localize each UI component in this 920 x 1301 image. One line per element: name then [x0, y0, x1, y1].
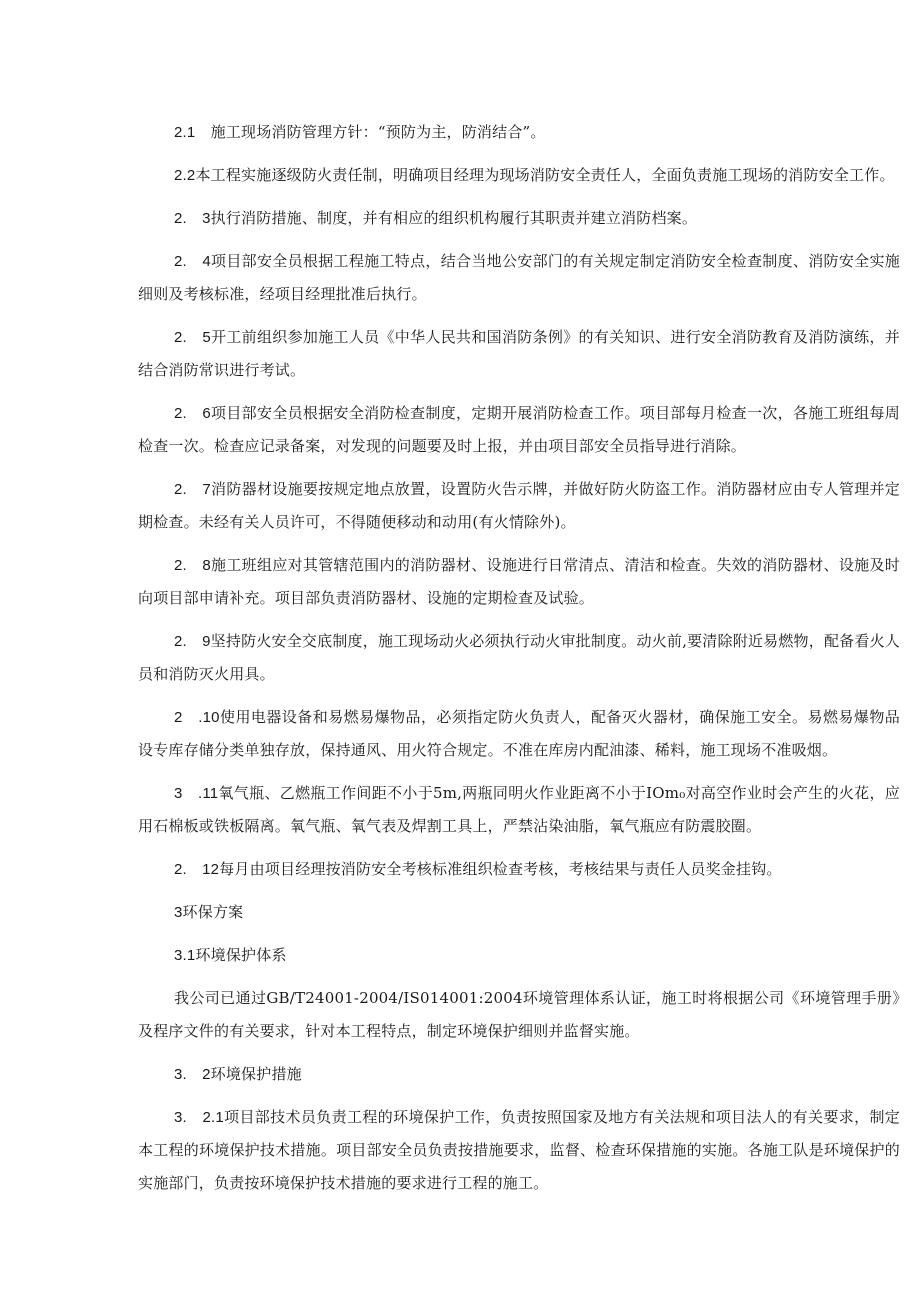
section-number: 2.2 — [174, 167, 196, 184]
paragraph — [138, 1101, 900, 1200]
section-number: 3. 2 — [174, 1066, 211, 1083]
section-number: 2. 3 — [174, 210, 211, 227]
section-number: 2. 12 — [174, 861, 220, 878]
paragraph-text: 项目部技术员负责工程的环境保护工作，负责按照国家及地方有关法规和项目法人的有关要求，制定本工程的环境保护技术措施。项目部安全员负责按措施要求，监督、检查环保措施的实施。各施工队是环境保护的实施部门，负责按环境保护技术措施的要求进行工程的施工。 — [138, 1108, 901, 1192]
paragraph — [138, 982, 900, 1048]
paragraph-text: 项目部安全员根据工程施工特点，结合当地公安部门的有关规定制定消防安全检查制度、消防安全实施细则及考核标准，经项目经理批准后执行。 — [138, 252, 900, 303]
paragraph — [138, 473, 900, 539]
paragraph-text: 每月由项目经理按消防安全考核标准组织检查考核，考核结果与责任人员奖金挂钩。 — [219, 860, 782, 878]
section-number: 3. 2.1 — [174, 1109, 224, 1126]
paragraph — [138, 245, 900, 311]
section-number: 2. 8 — [174, 557, 211, 574]
paragraph-text: 环保方案 — [182, 903, 244, 921]
paragraph-text: 坚持防火安全交底制度，施工现场动火必须执行动火审批制度。动火前,要清除附近易燃物，配备看火人员和消防灭火用具。 — [138, 632, 900, 683]
section-number: 3 — [174, 904, 183, 921]
paragraph — [138, 853, 900, 886]
section-number: 2.1 — [174, 124, 196, 141]
paragraph-text: 消防器材设施要按规定地点放置，设置防火告示牌，并做好防火防盗工作。消防器材应由专人管理并定期检查。未经有关人员许可，不得随便移动和动用(有火情除外)。 — [138, 480, 900, 531]
section-number: 3 .11 — [174, 785, 219, 802]
paragraph-text: 执行消防措施、制度，并有相应的组织机构履行其职责并建立消防档案。 — [210, 209, 698, 227]
paragraph — [138, 896, 900, 929]
section-number: 3.1 — [174, 947, 196, 964]
paragraph-text: 开工前组织参加施工人员《中华人民共和国消防条例》的有关知识、进行安全消防教育及消防演练，并结合消防常识进行考试。 — [138, 328, 900, 379]
paragraph — [138, 549, 900, 615]
document-body — [138, 116, 900, 1210]
paragraph — [138, 397, 900, 463]
section-number: 2. 7 — [174, 481, 211, 498]
paragraph — [138, 701, 900, 767]
paragraph — [138, 321, 900, 387]
paragraph — [138, 939, 900, 972]
paragraph — [138, 625, 900, 691]
paragraph-text: 项目部安全员根据安全消防检查制度，定期开展消防检查工作。项目部每月检查一次，各施工班组每周检查一次。检查应记录备案，对发现的问题要及时上报，并由项目部安全员指导进行消除。 — [138, 404, 900, 455]
paragraph-text: 我公司已通过GB/T24001-2004/IS014001:2004环境管理体系认证，施工时将根据公司《环境管理手册》及程序文件的有关要求，针对本工程特点，制定环境保护细则并监督实施。 — [138, 989, 900, 1040]
paragraph — [138, 777, 900, 843]
paragraph-text: 氧气瓶、乙燃瓶工作间距不小于5m,两瓶同明火作业距离不小于IOm₀对高空作业时会产生的火花，应用石棉板或铁板隔离。氧气瓶、氧气表及焊割工具上，严禁沾染油脂，氧气瓶应有防震胶圈。 — [138, 784, 900, 835]
paragraph — [138, 202, 900, 235]
section-number: 2. 5 — [174, 329, 211, 346]
section-number: 2. 4 — [174, 253, 211, 270]
paragraph-text: 施工班组应对其管辖范围内的消防器材、设施进行日常清点、清洁和检查。失效的消防器材、设施及时向项目部申请补充。项目部负责消防器材、设施的定期检查及试验。 — [138, 556, 900, 607]
section-number: 2. 9 — [174, 633, 211, 650]
paragraph-text: 环境保护措施 — [210, 1065, 302, 1083]
paragraph — [138, 159, 900, 192]
paragraph — [138, 116, 900, 149]
section-number: 2. 6 — [174, 405, 211, 422]
paragraph-text: 使用电器设备和易燃易爆物品，必须指定防火负责人，配备灭火器材，确保施工安全。易燃易爆物品设专库存储分类单独存放，保持通风、用火符合规定。不准在库房内配油漆、稀料，施工现场不准吸烟。 — [138, 708, 900, 759]
paragraph — [138, 1058, 900, 1091]
paragraph-text: 本工程实施逐级防火责任制，明确项目经理为现场消防安全责任人，全面负责施工现场的消防安全工作。 — [195, 166, 895, 184]
section-number: 2 .10 — [174, 709, 220, 726]
paragraph-text: 施工现场消防管理方针：“预防为主，防消结合”。 — [195, 123, 546, 141]
paragraph-text: 环境保护体系 — [195, 946, 287, 964]
